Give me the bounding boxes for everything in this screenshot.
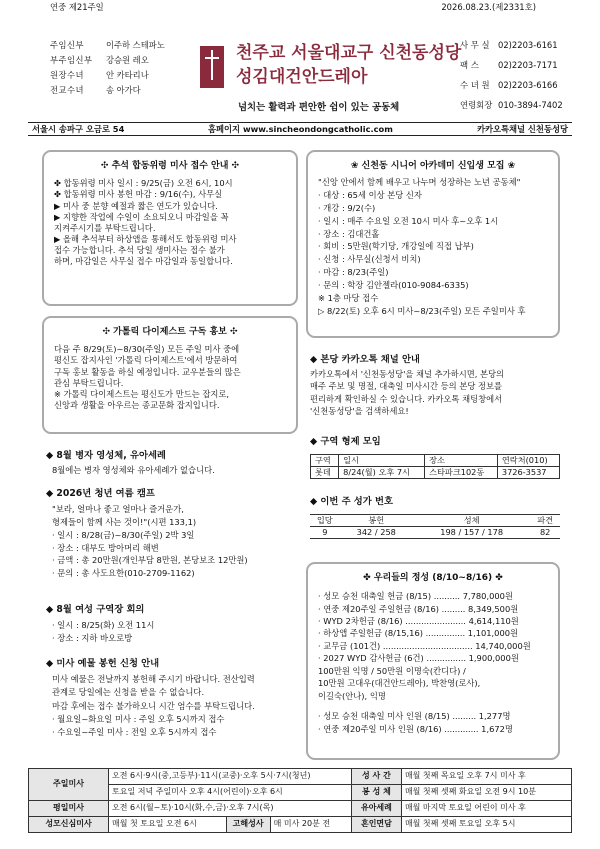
contact-row: 수 녀 원 02)2203-6166 bbox=[460, 80, 558, 90]
camp-title: ◆ 2026년 청년 여름 캠프 bbox=[46, 488, 155, 499]
box-line: · 문의 : 학장 김안젤라(010-9084-6335) bbox=[318, 280, 469, 291]
schedule-label: 유아세례 bbox=[351, 801, 401, 817]
box-line: · 연중 제20주일 미사 인원 (8/16) ............. 1,672명 bbox=[318, 723, 513, 734]
kakao-text: 카카오톡에서 '신천동성당'을 채널 추가하시면, 본당의 매주 주보 및 명절, 대축일 미사시간 등의 본당 정보를 편리하게 확인하실 수 있습니다. 카카오톡 채팅창에서 '신천동성당'을 검색하세요! bbox=[310, 369, 505, 417]
mass-text: 미사 예물은 전날까지 봉헌해 주시기 바랍니다. 전산입력 관계로 당일에는 신청을 받을 수 없습니다. 마감 후에는 접수 불가하오니 시간 엄수를 부탁드립니다. · 월요일~화요일 미사 : 주일 오후 5시까지 접수 · 수요일~주일 미사 : 전일 오후 5시까지 접수 bbox=[52, 674, 255, 738]
contact-row: 연령회장 010-3894-7402 bbox=[460, 100, 563, 110]
schedule-label: 성모신심미사 bbox=[29, 817, 109, 833]
liturgical-week: 연중 제21주일 bbox=[50, 2, 104, 12]
hymn-title: ◆ 이번 주 성가 번호 bbox=[310, 496, 393, 507]
schedule-label: 주일미사 bbox=[29, 769, 109, 801]
box-line: ※ 1층 마당 접수 bbox=[318, 292, 379, 303]
box-line: 신앙과 생활을 아우르는 종교문화 잡지입니다. bbox=[54, 400, 220, 411]
box-line: · 마감 : 8/23(주일) bbox=[318, 267, 389, 278]
box-line: 10만원 고대우(대건안드레아), 박찬영(로사), bbox=[318, 678, 481, 689]
schedule-label: 혼인면담 bbox=[351, 817, 401, 833]
box-line: · 성모 승천 대축일 미사 인원 (8/15) ......... 1,277명 bbox=[318, 711, 511, 722]
info-bar bbox=[28, 122, 572, 136]
box-line: · 장소 : 김대건홀 bbox=[318, 228, 380, 239]
cross-logo-icon bbox=[200, 46, 224, 88]
schedule-value: 오전 6시(월~토)·10시(화,수,금)·오후 7시(목) bbox=[109, 801, 352, 817]
box-line: · 2027 WYD 감사헌금 (6건) ............... 1,900,000원 bbox=[318, 653, 519, 664]
box-line: · 하상앱 주일헌금 (8/15,16) ............... 1,101,000원 bbox=[318, 628, 519, 639]
box-line: · 교무금 (101건) .................................. 14,740,000원 bbox=[318, 640, 531, 651]
staff-row: 주임신부 이주하 스테파노 bbox=[50, 40, 165, 50]
slogan: 넘치는 활력과 편안한 쉼이 있는 공동체 bbox=[238, 102, 400, 113]
schedule-label: 고해성사 bbox=[226, 817, 270, 833]
box-line: · 신청 : 사무실(신청서 비치) bbox=[318, 254, 421, 265]
staff-list bbox=[50, 40, 190, 100]
box-title: ✣ 가톨릭 다이제스트 구독 홍보 ✣ bbox=[102, 327, 238, 337]
box-title: ✤ 우리들의 정성 (8/10~8/16) ✤ bbox=[363, 573, 503, 583]
table-row: 롯데 8/24(월) 오후 7시 스타파크102동 3726-3537 bbox=[311, 467, 560, 479]
issue-date: 2026.08.23.(제2331호) bbox=[441, 2, 536, 12]
table-header-row: 구역 일시 장소 연락처(010) bbox=[311, 455, 560, 467]
box-line: 접수 가능합니다. 추석 당일 생미사는 접수 불가 bbox=[54, 245, 225, 256]
box-line: 100만원 익명 / 50만원 이명숙(칸디다) / bbox=[318, 665, 466, 676]
mass-title: ◆ 미사 예물 봉헌 신청 안내 bbox=[46, 658, 160, 669]
parish-title: 천주교 서울대교구 신천동성당 bbox=[236, 43, 462, 63]
schedule-value: 매월 첫째 셋째 화요일 오전 9시 10분 bbox=[401, 785, 571, 801]
table-row: 9 342 / 258 198 / 157 / 178 82 bbox=[310, 527, 560, 539]
box-title: ✣ 추석 합동위령 미사 접수 안내 ✣ bbox=[100, 161, 240, 171]
sick-text: 8월에는 병자 영성체와 유아세례가 없습니다. bbox=[52, 465, 215, 475]
schedule-value: 토요일 저녁 주일미사 오후 4시(어린이)·오후 6시 bbox=[109, 785, 352, 801]
district-table bbox=[310, 454, 560, 479]
contact-row: 사 무 실 02)2203-6161 bbox=[460, 40, 558, 50]
schedule-label: 성 사 간 bbox=[351, 769, 401, 785]
box-line: ✤ 합동위령 미사 일시 : 9/25(금) 오전 6시, 10시 bbox=[54, 178, 233, 189]
box-line: ▷ 8/22(토) 오후 6시 미사~8/23(주일) 모든 주일미사 후 bbox=[318, 305, 526, 316]
memorial-mass-box bbox=[42, 150, 298, 306]
schedule-label: 봉 성 체 bbox=[351, 785, 401, 801]
box-line: ▶ 올해 추석부터 하상앱을 통해서도 합동위령 미사 bbox=[54, 234, 237, 245]
box-line: · 연중 제20주일 주일헌금 (8/16) ......... 8,349,500원 bbox=[318, 603, 519, 614]
address: 서울시 송파구 오금로 54 bbox=[32, 124, 125, 134]
sick-title: ◆ 8월 병자 영성체, 유아세례 bbox=[46, 450, 166, 461]
offering-box bbox=[306, 562, 560, 760]
box-line: · 성모 승천 대축일 헌금 (8/15) .......... 7,780,000원 bbox=[318, 591, 513, 602]
schedule-value: 오전 6시·9시(중,고등부)·11시(교중)·오후 5시·7시(청년) bbox=[109, 769, 352, 785]
schedule-value: 매월 첫째 셋째 토요일 오후 5시 bbox=[401, 817, 571, 833]
staff-row: 부주임신부 강승원 레오 bbox=[50, 55, 149, 65]
schedule-value: 매월 첫 토요일 오전 6시 bbox=[109, 817, 227, 833]
box-line: ▶ 지향한 작업에 수일이 소요되오니 마감일을 꼭 bbox=[54, 211, 229, 222]
schedule-value: 매월 첫째 목요일 오후 7시 미사 후 bbox=[401, 769, 571, 785]
box-line: 이길숙(안나), 익명 bbox=[318, 690, 386, 701]
box-line: · 개강 : 9/2(수) bbox=[318, 202, 376, 213]
box-line: 지켜주시기를 부탁드립니다. bbox=[54, 222, 156, 233]
staff-row: 원장수녀 안 카타리나 bbox=[50, 70, 149, 80]
header bbox=[28, 28, 572, 118]
box-line: · 대상 : 65세 이상 본당 신자 bbox=[318, 190, 422, 200]
schedule-table bbox=[28, 768, 572, 833]
box-line: 하며, 마감일은 사무실 접수 마감일과 동일합니다. bbox=[54, 256, 233, 267]
box-line: · WYD 2차헌금 (8/16) ....................... 4,614,110원 bbox=[318, 616, 519, 627]
kakao-channel: 카카오톡채널 신천동성당 bbox=[476, 124, 568, 134]
box-title: ❀ 신천동 시니어 아카데미 신입생 모집 ❀ bbox=[350, 161, 516, 171]
schedule-value: 매월 마지막 토요일 어린이 미사 후 bbox=[401, 801, 571, 817]
staff-row: 전교수녀 송 아가다 bbox=[50, 85, 141, 95]
table-header-row: 입당 봉헌 성체 파견 bbox=[310, 515, 560, 527]
women-title: ◆ 8월 여성 구역장 회의 bbox=[46, 604, 145, 615]
hymn-table bbox=[310, 514, 560, 539]
box-line: 관심 부탁드립니다. bbox=[54, 377, 124, 388]
box-line: 평신도 잡지사인 '가톨릭 다이제스트'에서 방문하여 bbox=[54, 355, 238, 366]
kakao-title: ◆ 본당 카카오톡 채널 안내 bbox=[310, 354, 420, 365]
box-line: 다음 주 8/29(토)~8/30(주일) 모든 주일 미사 중에 bbox=[54, 344, 240, 355]
academy-box bbox=[306, 150, 560, 338]
camp-text: "보라, 얼마나 좋고 얼마나 즐거운가, 형제들이 함께 사는 것이!"(시편 133,1) · 일시 : 8/28(금)~8/30(주일) 2박 3일 · 장소 : 대부도 방아머리 해변 · 금액 : 총 20만원(개인부담 8만원, 본당보조 12만원) · 문의 : 총 사도요한(010-2709-1162) bbox=[52, 504, 248, 579]
contacts bbox=[460, 40, 572, 120]
box-line: 구독 홍보 활동을 하실 예정입니다. 교우분들의 많은 bbox=[54, 366, 241, 377]
issue-line bbox=[0, 2, 600, 14]
district-title: ◆ 구역 형제 모임 bbox=[310, 436, 381, 447]
schedule-label: 평일미사 bbox=[29, 801, 109, 817]
homepage-link[interactable]: 홈페이지 www.sincheondongcatholic.com bbox=[208, 124, 393, 134]
box-line: ▶ 미사 중 분향 예절과 짧은 연도가 있습니다. bbox=[54, 200, 218, 211]
schedule-value: 매 미사 20분 전 bbox=[270, 817, 351, 833]
contact-row: 팩 스 02)2203-7171 bbox=[460, 60, 558, 70]
box-line: ※ 가톨릭 다이제스트는 평신도가 만드는 잡지로, bbox=[54, 388, 230, 399]
box-line: · 일시 : 매주 수요일 오전 10시 미사 후~오후 1시 bbox=[318, 215, 499, 226]
digest-box bbox=[42, 316, 298, 434]
box-line: ✤ 합동위령 미사 봉헌 마감 : 9/16(수), 사무실 bbox=[54, 189, 223, 200]
box-line: "신앙 안에서 함께 배우고 나누며 성장하는 노년 공동체" bbox=[318, 177, 521, 188]
box-line: · 회비 : 5만원(학기당, 개강일에 직접 납부) bbox=[318, 241, 474, 252]
women-text: · 일시 : 8/25(화) 오전 11시 · 장소 : 지하 바오로방 bbox=[52, 620, 155, 644]
parish-subtitle: 성김대건안드레아 bbox=[236, 67, 368, 87]
